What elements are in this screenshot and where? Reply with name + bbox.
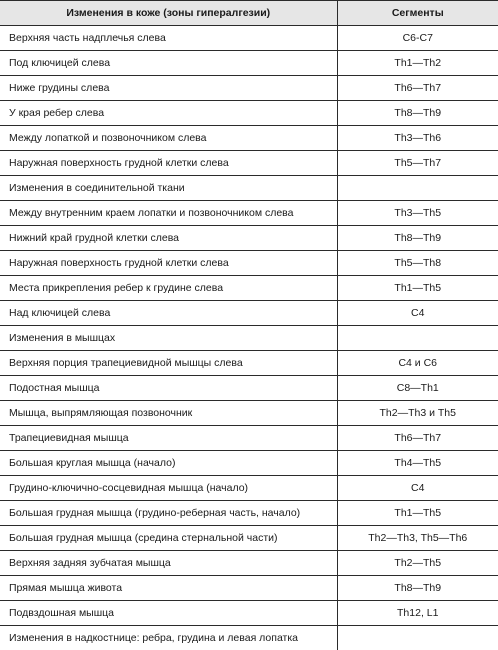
table-row	[0, 51, 498, 76]
segment-cell: Th6—Th7	[337, 76, 498, 101]
table-row	[0, 201, 498, 226]
table-row	[0, 126, 498, 151]
segment-cell	[337, 626, 498, 650]
segment-cell: C4	[337, 301, 498, 326]
segment-cell	[337, 326, 498, 351]
table-row	[0, 276, 498, 301]
zone-cell: Над ключицей слева	[0, 301, 337, 326]
zone-cell: Под ключицей слева	[0, 51, 337, 76]
zone-cell: Подостная мышца	[0, 376, 337, 401]
section-row	[0, 326, 498, 351]
segment-cell: Th6—Th7	[337, 426, 498, 451]
segment-cell: Th3—Th5	[337, 201, 498, 226]
column-header-segments: Сегменты	[337, 1, 498, 26]
column-header-skin-changes: Изменения в коже (зоны гипералгезии)	[0, 1, 337, 26]
table-row	[0, 376, 498, 401]
segment-cell: Th4—Th5	[337, 451, 498, 476]
table-row	[0, 101, 498, 126]
section-row	[0, 176, 498, 201]
segment-cell: C4	[337, 476, 498, 501]
segment-cell: Th1—Th5	[337, 276, 498, 301]
table-body	[0, 26, 498, 650]
segment-cell: Th8—Th9	[337, 576, 498, 601]
zone-cell: Наружная поверхность грудной клетки слева	[0, 251, 337, 276]
zone-cell: Нижний край грудной клетки слева	[0, 226, 337, 251]
section-heading-cell: Изменения в соединительной ткани	[0, 176, 337, 201]
zone-cell: Между внутренним краем лопатки и позвоночником слева	[0, 201, 337, 226]
table-row	[0, 526, 498, 551]
zone-cell: Между лопаткой и позвоночником слева	[0, 126, 337, 151]
zone-cell: Верхняя задняя зубчатая мышца	[0, 551, 337, 576]
segment-cell: Th5—Th7	[337, 151, 498, 176]
zone-cell: Грудино-ключично-сосцевидная мышца (начало)	[0, 476, 337, 501]
table-row	[0, 226, 498, 251]
zone-cell: Верхняя порция трапециевидной мышцы слева	[0, 351, 337, 376]
segment-cell: Th8—Th9	[337, 101, 498, 126]
zone-cell: У края ребер слева	[0, 101, 337, 126]
zone-cell: Места прикрепления ребер к грудине слева	[0, 276, 337, 301]
table-row	[0, 576, 498, 601]
segment-cell: Th2—Th3 и Th5	[337, 401, 498, 426]
table-row	[0, 476, 498, 501]
segment-cell: Th3—Th6	[337, 126, 498, 151]
zone-cell: Мышца, выпрямляющая позвоночник	[0, 401, 337, 426]
segment-cell: Th1—Th5	[337, 501, 498, 526]
zone-cell: Большая круглая мышца (начало)	[0, 451, 337, 476]
zone-cell: Верхняя часть надплечья слева	[0, 26, 337, 51]
table-row	[0, 251, 498, 276]
table-row	[0, 426, 498, 451]
table-row	[0, 76, 498, 101]
table-row	[0, 601, 498, 626]
table-row	[0, 151, 498, 176]
segment-cell: C8—Th1	[337, 376, 498, 401]
table-row	[0, 301, 498, 326]
table-row	[0, 26, 498, 51]
segment-cell: Th8—Th9	[337, 226, 498, 251]
segment-cell: Th2—Th5	[337, 551, 498, 576]
zone-cell: Прямая мышца живота	[0, 576, 337, 601]
segment-cell: Th5—Th8	[337, 251, 498, 276]
table-row	[0, 351, 498, 376]
section-heading-cell: Изменения в надкостнице: ребра, грудина и левая лопатка	[0, 626, 337, 650]
zone-cell: Трапециевидная мышца	[0, 426, 337, 451]
segment-cell	[337, 176, 498, 201]
zone-cell: Большая грудная мышца (средина стернальной части)	[0, 526, 337, 551]
table-row	[0, 401, 498, 426]
table-header-row	[0, 1, 498, 26]
table-row	[0, 501, 498, 526]
table-row	[0, 551, 498, 576]
zone-cell: Подвздошная мышца	[0, 601, 337, 626]
section-heading-cell: Изменения в мышцах	[0, 326, 337, 351]
section-row	[0, 626, 498, 650]
segment-cell: C6-C7	[337, 26, 498, 51]
zone-cell: Большая грудная мышца (грудино-реберная часть, начало)	[0, 501, 337, 526]
segment-cell: Th1—Th2	[337, 51, 498, 76]
zone-cell: Ниже грудины слева	[0, 76, 337, 101]
zone-cell: Наружная поверхность грудной клетки слева	[0, 151, 337, 176]
segment-cell: C4 и C6	[337, 351, 498, 376]
segment-cell: Th2—Th3, Th5—Th6	[337, 526, 498, 551]
segment-cell: Th12, L1	[337, 601, 498, 626]
table-row	[0, 451, 498, 476]
